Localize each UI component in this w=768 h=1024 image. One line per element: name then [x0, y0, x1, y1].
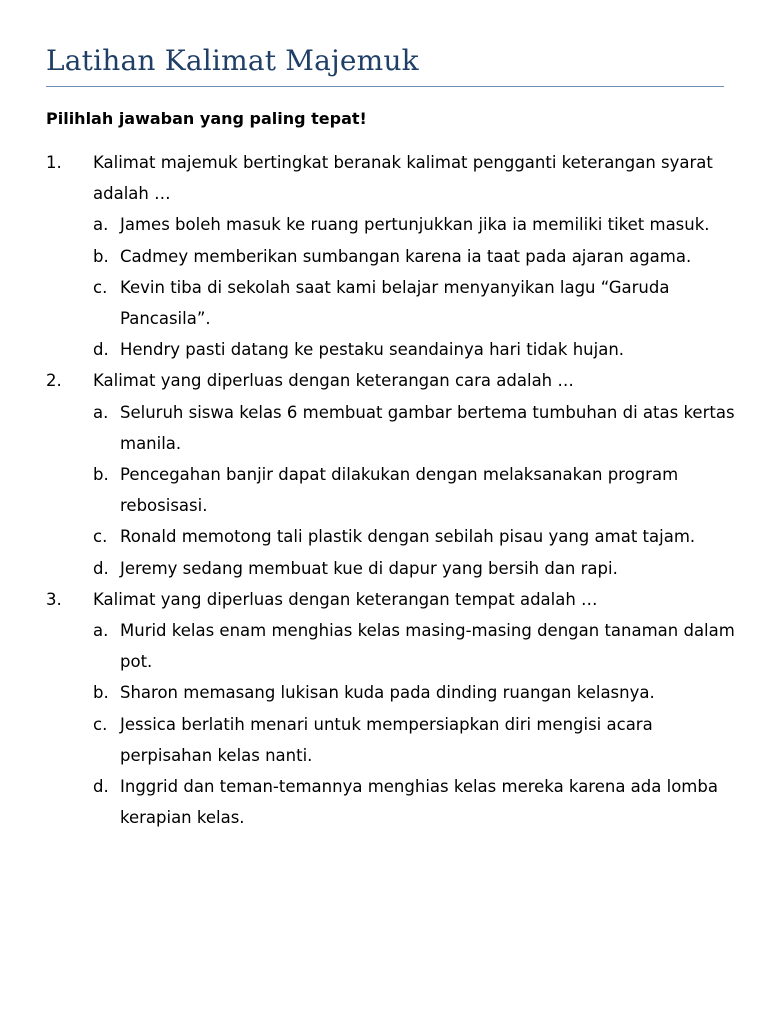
question-number: 3.: [46, 589, 62, 609]
option-2a[interactable]: [93, 397, 736, 459]
option-text: Jessica berlatih menari untuk mempersiapkan diri mengisi acara perpisahan kelas nanti.: [120, 714, 653, 765]
question-3: [46, 584, 736, 834]
question-text: Kalimat majemuk bertingkat beranak kalimat pengganti keterangan syarat adalah …: [93, 153, 713, 204]
option-label: c.: [93, 527, 108, 547]
option-label: a.: [93, 402, 109, 422]
option-text: Jeremy sedang membuat kue di dapur yang bersih dan rapi.: [120, 558, 618, 578]
option-text: Seluruh siswa kelas 6 membuat gambar bertema tumbuhan di atas kertas manila.: [120, 402, 735, 453]
question-list: [46, 147, 736, 833]
option-label: a.: [93, 621, 109, 641]
question-text: Kalimat yang diperluas dengan keterangan cara adalah …: [93, 371, 574, 391]
option-label: a.: [93, 215, 109, 235]
option-text: James boleh masuk ke ruang pertunjukkan jika ia memiliki tiket masuk.: [120, 215, 710, 235]
option-label: b.: [93, 465, 109, 485]
option-label: d.: [93, 340, 109, 360]
question-2: [46, 365, 736, 583]
option-2d[interactable]: [93, 553, 736, 584]
question-text: Kalimat yang diperluas dengan keterangan tempat adalah …: [93, 589, 598, 609]
option-label: b.: [93, 683, 109, 703]
option-text: Pencegahan banjir dapat dilakukan dengan melaksanakan program rebosisasi.: [120, 465, 679, 516]
option-1a[interactable]: [93, 209, 736, 240]
question-number: 1.: [46, 153, 62, 172]
option-text: Inggrid dan teman-temannya menghias kelas mereka karena ada lomba kerapian kelas.: [120, 777, 718, 828]
option-2c[interactable]: [93, 521, 736, 552]
option-text: Hendry pasti datang ke pestaku seandainya hari tidak hujan.: [120, 340, 625, 360]
option-label: d.: [93, 558, 109, 578]
option-2b[interactable]: [93, 459, 736, 521]
option-3a[interactable]: [93, 615, 736, 677]
title-underline: [46, 86, 724, 87]
option-label: c.: [93, 714, 108, 734]
option-label: b.: [93, 246, 109, 266]
document-title: Latihan Kalimat Majemuk: [46, 44, 419, 77]
option-text: Cadmey memberikan sumbangan karena ia taat pada ajaran agama.: [120, 246, 692, 266]
option-3d[interactable]: [93, 771, 736, 833]
question-1: [46, 147, 736, 365]
option-label: c.: [93, 277, 108, 297]
option-text: Ronald memotong tali plastik dengan sebilah pisau yang amat tajam.: [120, 527, 696, 547]
option-label: d.: [93, 777, 109, 797]
option-text: Sharon memasang lukisan kuda pada dinding ruangan kelasnya.: [120, 683, 655, 703]
instruction-text: Pilihlah jawaban yang paling tepat!: [46, 109, 367, 128]
option-1d[interactable]: [93, 334, 736, 365]
option-text: Kevin tiba di sekolah saat kami belajar menyanyikan lagu “Garuda Pancasila”.: [120, 277, 670, 329]
option-1c[interactable]: [93, 272, 736, 334]
option-3b[interactable]: [93, 677, 736, 708]
question-number: 2.: [46, 371, 62, 391]
option-1b[interactable]: [93, 241, 736, 272]
option-text: Murid kelas enam menghias kelas masing-masing dengan tanaman dalam pot.: [120, 621, 735, 672]
option-3c[interactable]: [93, 709, 736, 771]
